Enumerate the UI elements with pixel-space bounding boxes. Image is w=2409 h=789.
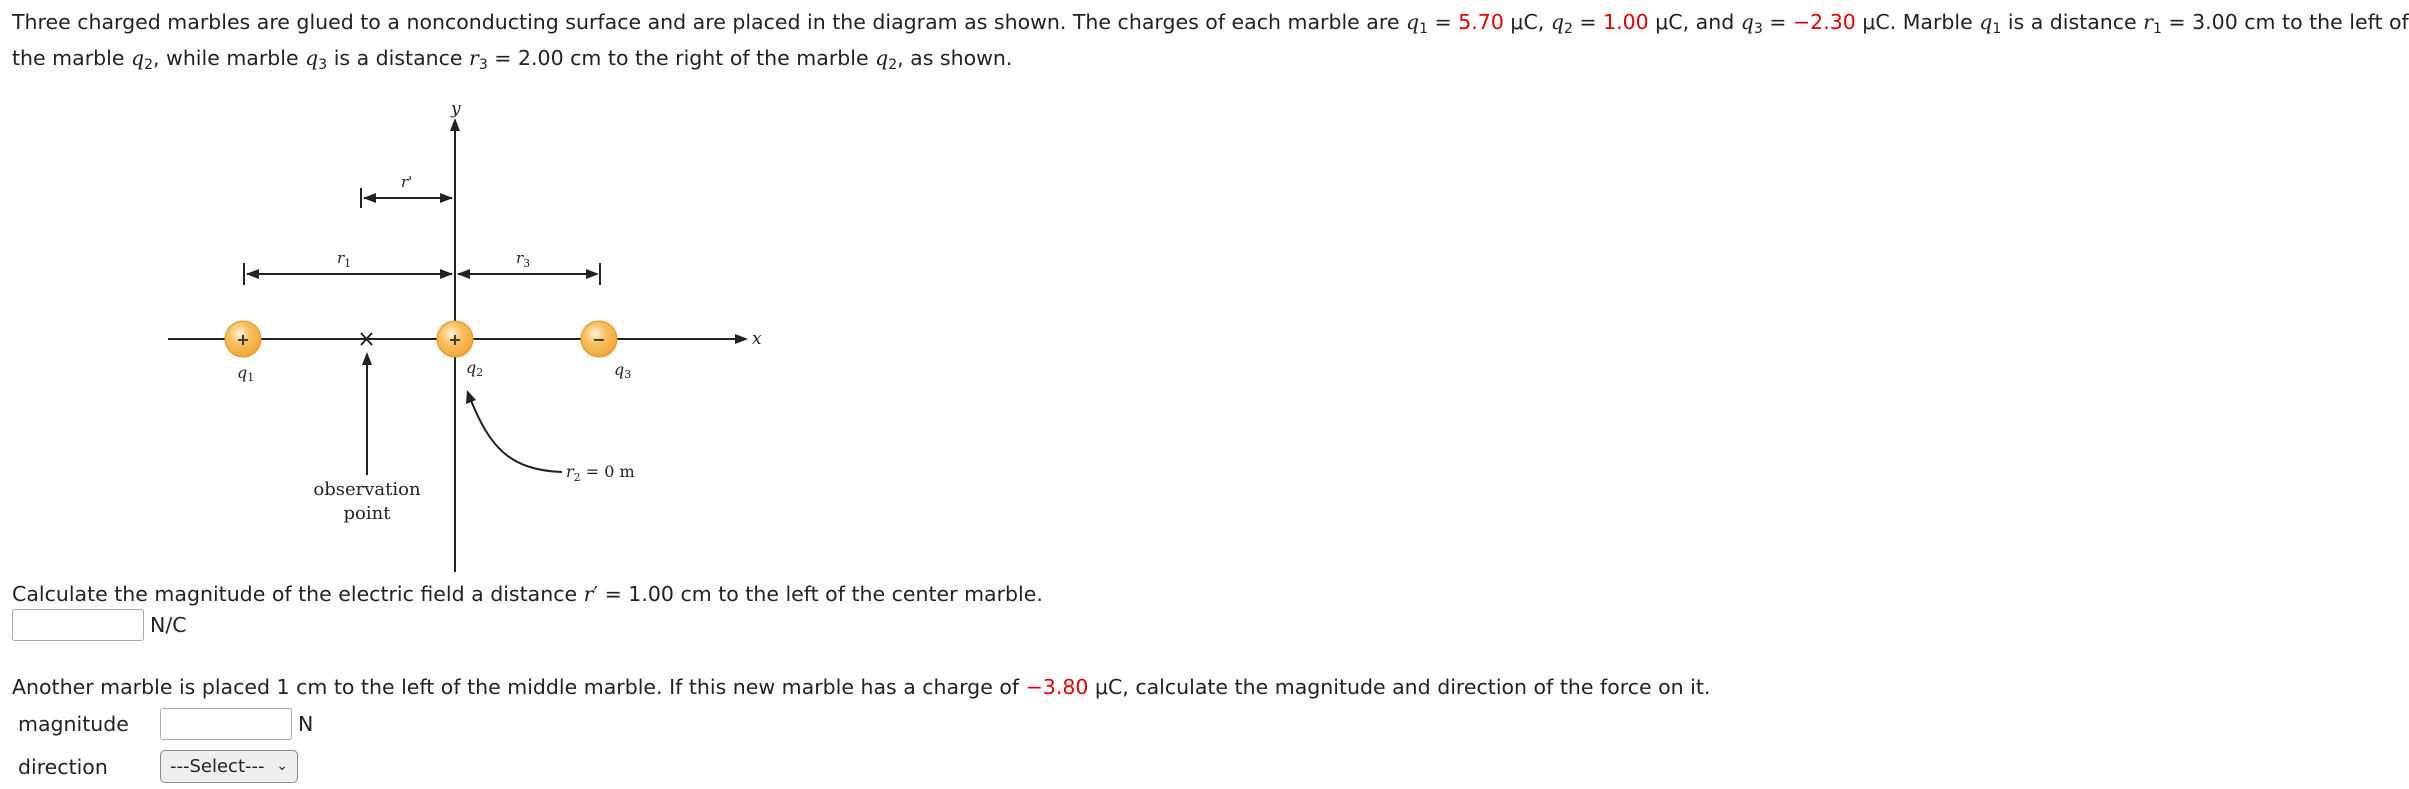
problem-text: is a distance bbox=[327, 46, 470, 70]
question-1-text bbox=[12, 576, 1043, 612]
marble-q1-subscript: 1 bbox=[1992, 21, 2002, 37]
x-axis-arrowhead bbox=[735, 334, 748, 344]
marble-q1 bbox=[225, 321, 261, 357]
r3-variable: r bbox=[469, 46, 479, 70]
equals-sign: = bbox=[1428, 10, 1459, 34]
r2-arrowhead bbox=[466, 390, 476, 404]
y-axis-arrowhead bbox=[450, 118, 460, 131]
y-axis-label: y bbox=[451, 99, 461, 119]
problem-text: , as shown. bbox=[897, 46, 1013, 70]
q1-subscript: 1 bbox=[1419, 21, 1429, 37]
direction-label: direction bbox=[18, 755, 108, 779]
question-2-text-part: Another marble is placed 1 cm to the left of the middle marble. If this new marble has a charge of bbox=[12, 675, 1026, 699]
q1-unit: μC, bbox=[1503, 10, 1551, 34]
r1-variable: r bbox=[2143, 10, 2153, 34]
direction-select[interactable] bbox=[160, 750, 298, 783]
q3-sign: − bbox=[592, 330, 606, 349]
marble-q2-variable: q bbox=[130, 46, 145, 70]
r1-label: $r_1$ bbox=[337, 249, 352, 270]
equals-sign: = bbox=[1762, 10, 1793, 34]
marble-q3-subscript: 3 bbox=[318, 57, 328, 73]
marble-q2-subscript: 2 bbox=[144, 57, 154, 73]
r1-arrow-right bbox=[440, 269, 453, 279]
q2-label: q2 bbox=[466, 358, 484, 379]
observation-label-line2: point bbox=[343, 503, 391, 524]
marble-q2-variable: q bbox=[875, 46, 889, 70]
r3-arrow-right bbox=[586, 269, 599, 279]
r3-arrow-left bbox=[457, 269, 470, 279]
r-prime-variable: r bbox=[583, 582, 594, 606]
direction-selected-value: ---Select--- bbox=[170, 756, 265, 777]
question-2-text-part: μC, calculate the magnitude and direction of the force on it. bbox=[1088, 675, 1711, 699]
marble-q2-subscript: 2 bbox=[888, 57, 898, 73]
problem-text: the marble bbox=[12, 46, 131, 70]
question-1-text-part: Calculate the magnitude of the electric field a distance bbox=[12, 582, 584, 606]
r-prime-label: r' bbox=[401, 173, 413, 191]
problem-intro: Three charged marbles are glued to a nonconducting surface and are placed in the diagram as shown. The charges of each marble are bbox=[12, 10, 1406, 34]
force-magnitude-unit: N bbox=[298, 712, 314, 736]
q1-value: 5.70 bbox=[1458, 10, 1504, 34]
chevron-down-icon: ⌄ bbox=[276, 758, 288, 774]
q3-label: q3 bbox=[614, 360, 632, 381]
q2-sign: + bbox=[448, 330, 462, 349]
q2-variable: q bbox=[1550, 10, 1564, 34]
equals-sign: = bbox=[1572, 10, 1604, 34]
q2-value: 1.00 bbox=[1603, 10, 1649, 34]
r1-arrow-left bbox=[246, 269, 259, 279]
q2-subscript: 2 bbox=[1563, 21, 1573, 37]
marble-q3-variable: q bbox=[305, 46, 319, 70]
electric-field-answer-input[interactable] bbox=[12, 609, 144, 641]
question-2-text bbox=[12, 669, 1710, 705]
q1-variable: q bbox=[1405, 10, 1420, 34]
force-magnitude-input[interactable] bbox=[160, 708, 292, 740]
r2-label: $r_2 = 0$ m bbox=[566, 462, 635, 484]
r1-subscript: 1 bbox=[2152, 21, 2162, 37]
q1-sign: + bbox=[236, 330, 250, 349]
q3-value: −2.30 bbox=[1793, 10, 1856, 34]
electric-field-unit: N/C bbox=[150, 613, 187, 637]
r-prime-arrow-left bbox=[363, 193, 376, 203]
marble-q2 bbox=[437, 321, 473, 357]
observation-arrowhead bbox=[362, 352, 372, 365]
x-axis-label: x bbox=[752, 329, 762, 349]
r2-pointer bbox=[470, 398, 562, 472]
problem-text: = 2.00 cm to the right of the marble bbox=[487, 46, 876, 70]
q3-subscript: 3 bbox=[1753, 21, 1763, 37]
problem-text: is a distance bbox=[2001, 10, 2144, 34]
marble-q1-variable: q bbox=[1979, 10, 1993, 34]
q2-unit: μC, and bbox=[1648, 10, 1741, 34]
q1-label: q1 bbox=[237, 363, 255, 384]
magnitude-label: magnitude bbox=[18, 712, 129, 736]
marble-q3 bbox=[581, 321, 617, 357]
r3-label: $r_3$ bbox=[516, 249, 531, 270]
r3-subscript: 3 bbox=[478, 57, 488, 73]
observation-label-line1: observation bbox=[313, 479, 421, 500]
q3-unit: μC. Marble bbox=[1855, 10, 1980, 34]
q3-variable: q bbox=[1740, 10, 1754, 34]
new-marble-charge: −3.80 bbox=[1025, 675, 1089, 699]
r-prime-arrow-right bbox=[440, 193, 453, 203]
charge-diagram bbox=[0, 0, 780, 580]
r1-text: = 3.00 cm to the left of bbox=[2161, 10, 2409, 34]
problem-text: , while marble bbox=[153, 46, 306, 70]
question-1-text-part: ′ = 1.00 cm to the left of the center marble. bbox=[593, 582, 1043, 606]
